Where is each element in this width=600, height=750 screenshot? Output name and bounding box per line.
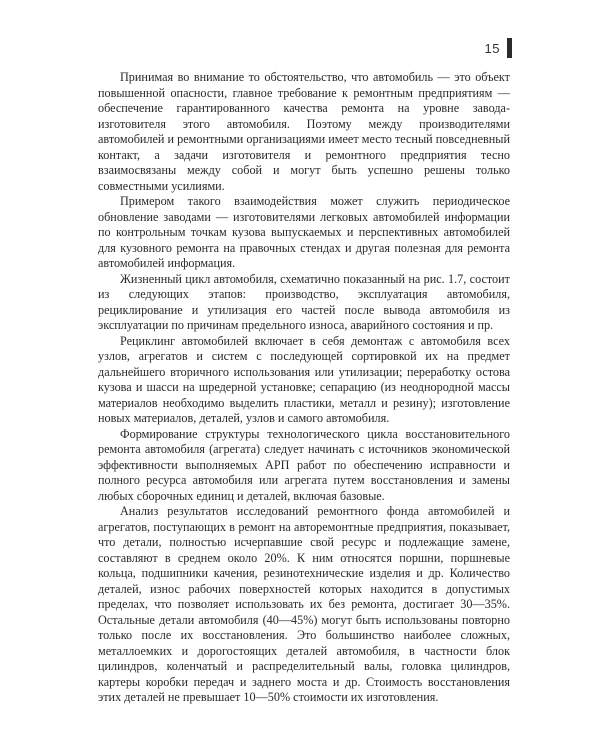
text-body (98, 70, 510, 706)
paragraph-life-cycle: Жизненный цикл автомобиля, схематично показанный на рис. 1.7, состоит из следующих этапов: производство, эксплуатация автомобиля, рециклирование и утилизация его частей после вывода автомобиля из эксплуатации по причинам предельного износа, аварийного состояния и пр. (98, 271, 510, 332)
paragraph-repair-fund-analysis: Анализ результатов исследований ремонтного фонда автомобилей и агрегатов, поступающих в ремонт на авторемонтные предприятия, показывает, что детали, полностью исчерпавшие свой ресурс и подлежащие замене, составляют в среднем около 20%. К ним относятся поршни, поршневые кольца, подшипники качения, резинотехнические изделия и др. Количество деталей, износ рабочих поверхностей которых находится в допустимых пределах, что позволяет использовать их без ремонта, достигает 30—35%. Остальные детали автомобиля (40—45%) могут быть использованы повторно только после их восстановления. Это большинство наиболее сложных, металлоемких и дорогостоящих деталей автомобиля, в частности блок цилиндров, коленчатый и распределительный валы, головка цилиндров, картеры коробки передач и заднего моста и др. Стоимость восстановления этих деталей не превышает 10—50% стоимости их изготовления. (98, 504, 510, 704)
paragraph-cooperation-example: Примером такого взаимодействия может служить периодическое обновление заводами — изготовителями легковых автомобилей информации по контрольным точкам кузова выпускаемых и перспективных автомобилей для кузовного ремонта на правочных стендах и другая полезная для ремонта автомобилей информация. (98, 194, 510, 270)
page-number: 15 (484, 40, 500, 56)
page-header (485, 38, 512, 58)
paragraph-quality-requirement: Принимая во внимание то обстоятельство, что автомобиль — это объект повышенной опасности, главное требование к ремонтным предприятиям — обеспечение гарантированного качества ремонта на уровне завода-изготовителя этого автомобиля. Поэтому между производителями автомобилей и ремонтными организациями имеет место тесный повседневный контакт, а задачи изготовителя и ремонтного предприятия тесно взаимосвязаны между собой и могут быть успешно решены только совместными усилиями. (98, 70, 510, 193)
header-bar-mark (507, 38, 512, 58)
paragraph-recycling: Рециклинг автомобилей включает в себя демонтаж с автомобиля всех узлов, агрегатов и систем с последующей сортировкой их на предмет дальнейшего вторичного использования или утилизации; переработку остова кузова и шасси на шредерной установке; сепарацию (из неоднородной массы материалов необходимо выделить пластики, металл и резину); изготовление новых материалов, деталей, узлов и самого автомобиля. (98, 333, 510, 425)
paragraph-repair-cycle-structure: Формирование структуры технологического цикла восстановительного ремонта автомобиля (агрегата) следует начинать с источников экономической эффективности выполняемых АРП работ по обеспечению исправности и полного ресурса автомобиля или агрегата путем восстановления и замены любых сборочных единиц и деталей, включая базовые. (98, 426, 510, 503)
